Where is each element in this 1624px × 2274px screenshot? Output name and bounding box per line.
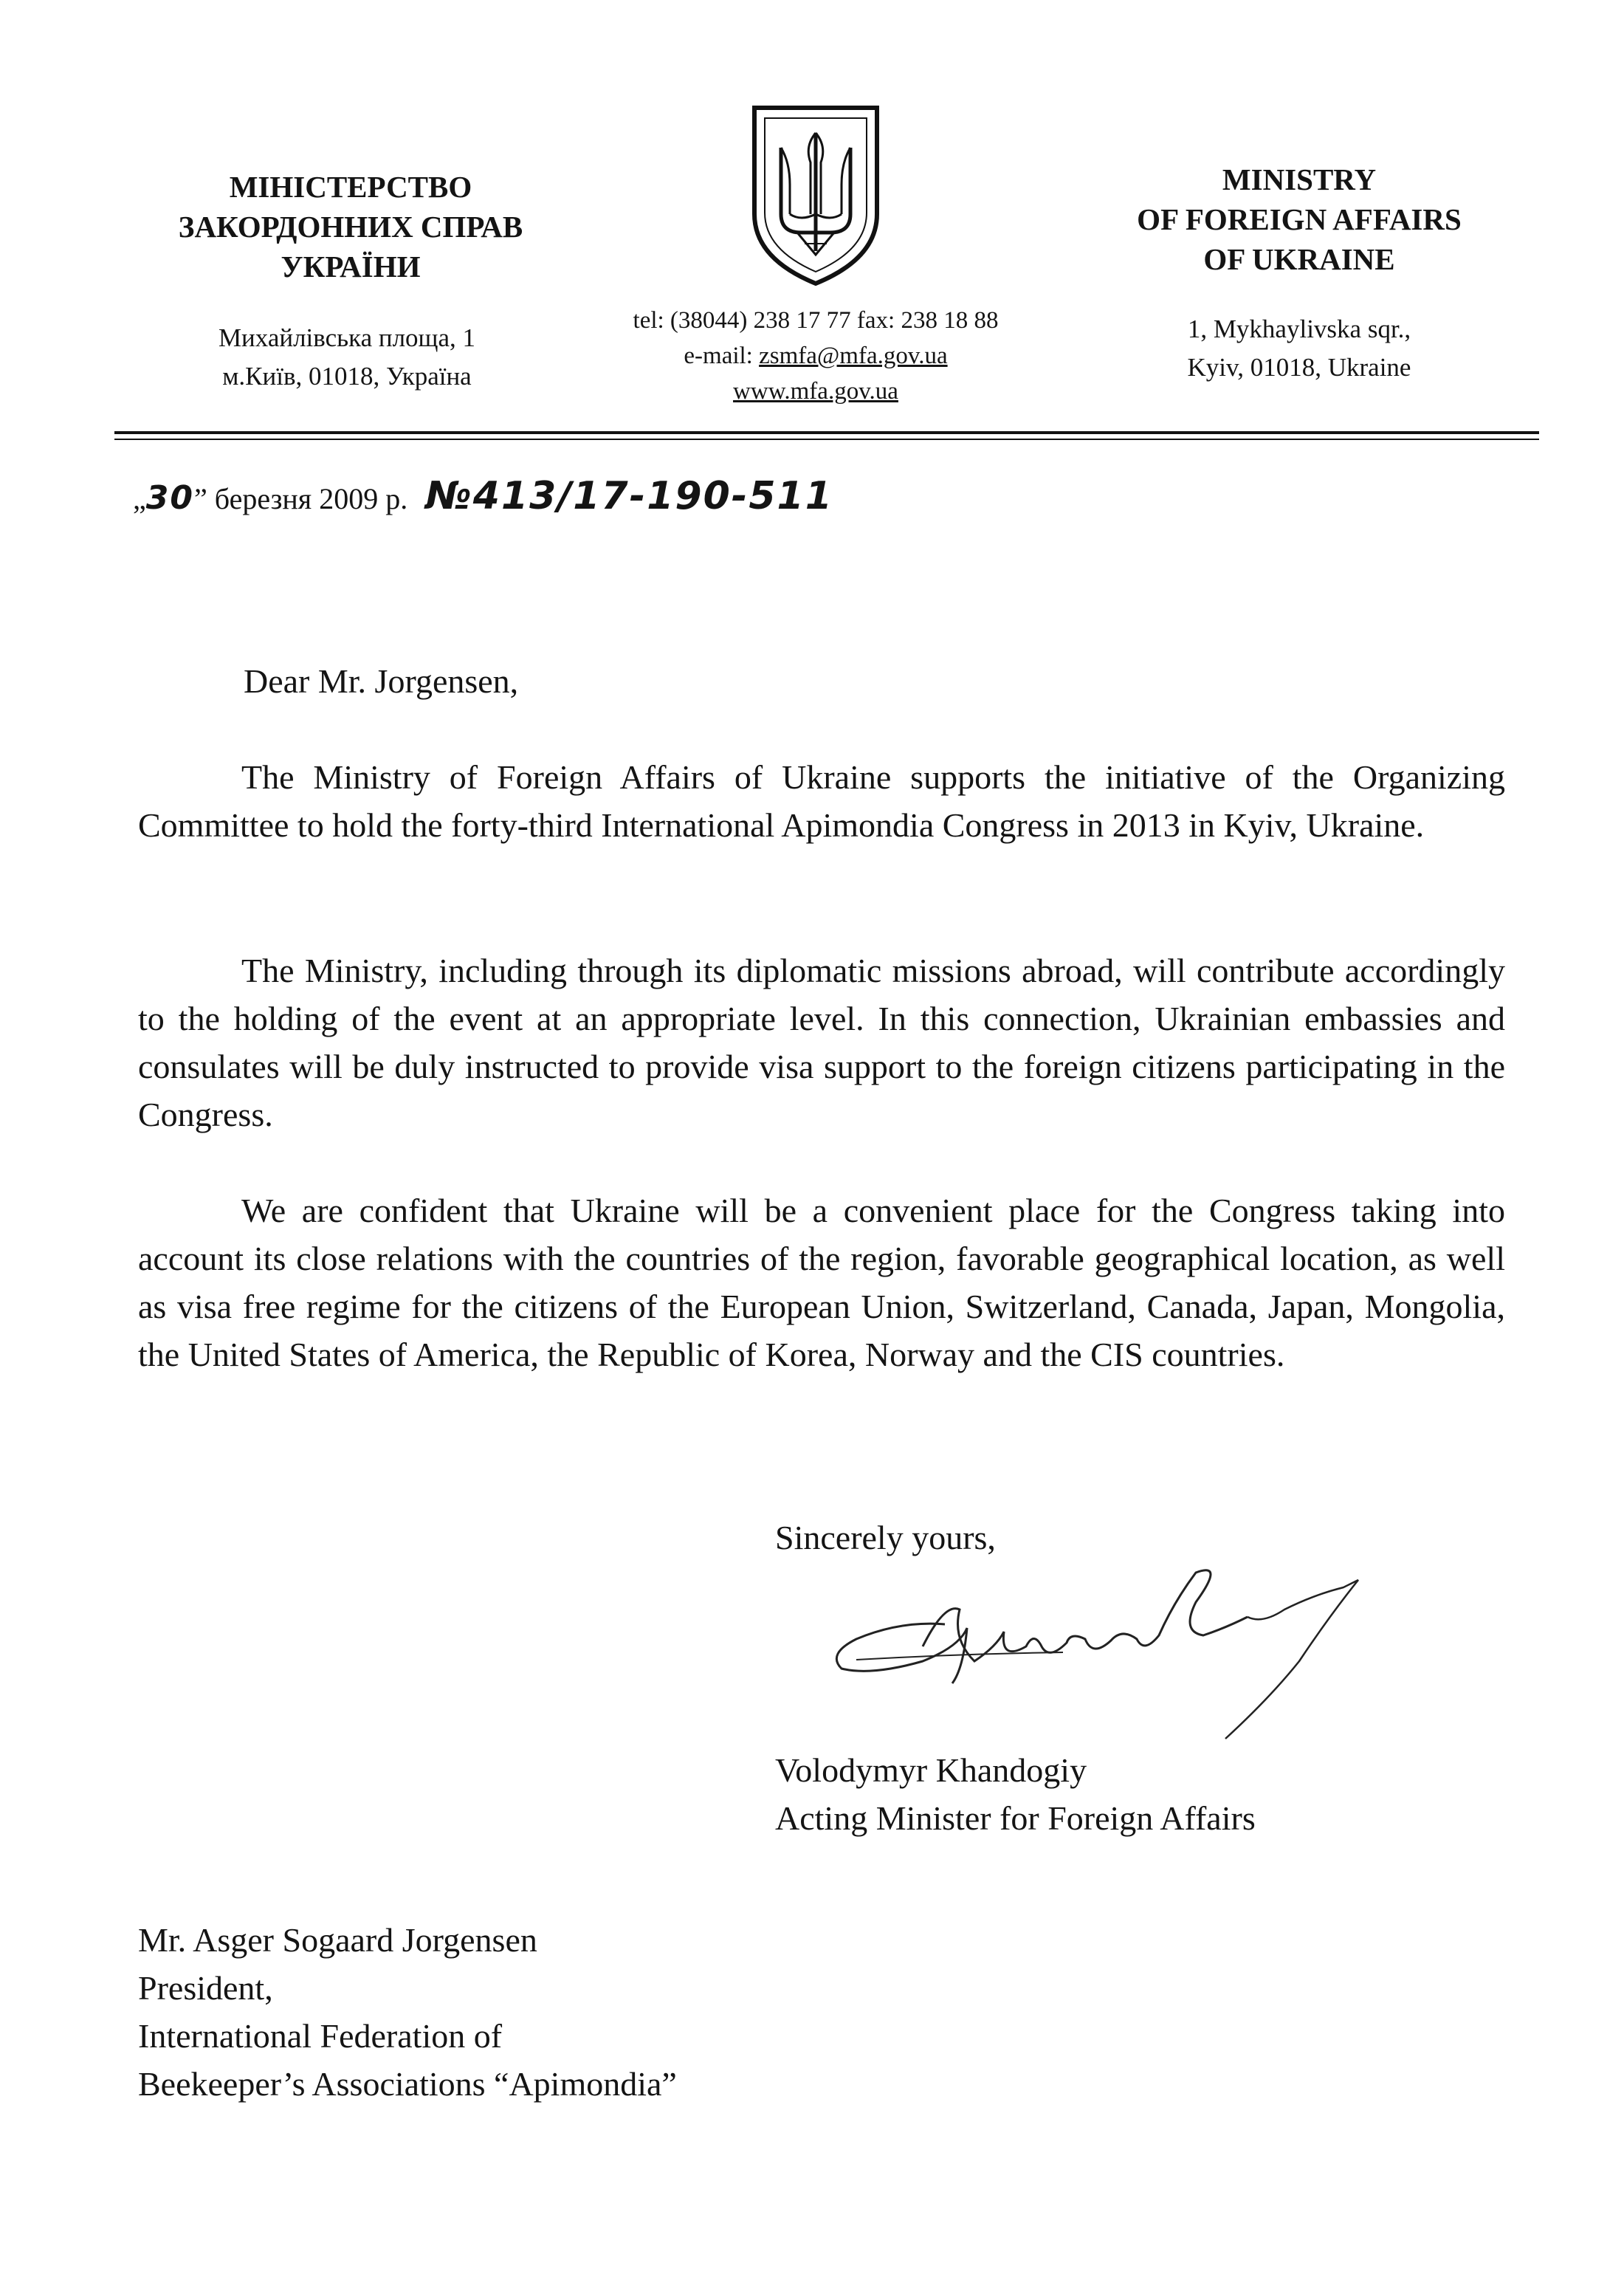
en-address-line-1: 1, Mykhaylivska sqr., <box>1187 315 1411 343</box>
date-day: 30 <box>145 479 194 517</box>
en-name-line-2: OF FOREIGN AFFAIRS <box>1137 202 1462 236</box>
salutation: Dear Mr. Jorgensen, <box>244 662 519 700</box>
recipient-line-4: Beekeeper’s Associations “Apimondia” <box>138 2065 677 2103</box>
reference-number: №413/17-190-511 <box>425 474 833 518</box>
paragraph-3: We are confident that Ukraine will be a convenient place for the Congress taking into account its close relations with the countries of the region, favorable geographical location, as well as visa free regime for the citizens of the European Union, Switzerland, Canada, Japan, Mongolia, the United States of America, the Republic of Korea, Norway and the CIS countries. <box>138 1192 1505 1373</box>
recipient-line-2: President, <box>138 1969 273 2007</box>
quote-open: „ <box>133 482 146 515</box>
en-name-line-1: MINISTRY <box>1222 162 1377 196</box>
date-reference-line <box>133 474 833 521</box>
en-ministry-name <box>1093 159 1506 279</box>
ua-name-line-3: УКРАЇНИ <box>281 250 421 284</box>
recipient-line-1: Mr. Asger Sogaard Jorgensen <box>138 1921 537 1959</box>
header-divider <box>114 431 1539 434</box>
en-name-line-3: OF UKRAINE <box>1203 242 1395 276</box>
paragraph-1: The Ministry of Foreign Affairs of Ukraine supports the initiative of the Organizing Committee to hold the forty-third International Apimondia Congress in 2013 in Kyiv, Ukraine. <box>138 758 1505 844</box>
tel-fax: tel: (38044) 238 17 77 fax: 238 18 88 <box>633 307 999 334</box>
email-label: e-mail: <box>684 343 760 369</box>
handwritten-signature <box>812 1558 1373 1750</box>
paragraph-2: The Ministry, including through its diplomatic missions abroad, will contribute accordingly to the holding of the event at an appropriate level. In this connection, Ukrainian embassies and consulates will be duly instructed to provide visa support to the foreign citizens participating in the Congress. <box>138 952 1505 1133</box>
trident-coat-of-arms-icon <box>746 103 886 288</box>
email-line <box>557 338 1074 374</box>
en-address-line-2: Kyiv, 01018, Ukraine <box>1187 353 1411 382</box>
contact-block <box>557 303 1074 409</box>
en-address <box>1093 310 1506 387</box>
closing: Sincerely yours, <box>775 1519 996 1556</box>
date-month-year: березня 2009 р. <box>207 482 408 515</box>
signer-title: Acting Minister for Foreign Affairs <box>775 1799 1256 1837</box>
ua-address-line-2: м.Київ, 01018, Україна <box>222 362 472 391</box>
ua-ministry-name <box>144 167 557 286</box>
website-link[interactable]: www.mfa.gov.ua <box>733 378 898 405</box>
recipient-line-3: International Federation of <box>138 2017 503 2055</box>
ua-name-line-2: ЗАКОРДОННИХ СПРАВ <box>178 210 523 244</box>
ua-address <box>140 319 554 396</box>
signer-name: Volodymyr Khandogiy <box>775 1751 1087 1789</box>
header-divider-thin <box>114 439 1539 440</box>
recipient-block <box>138 1916 677 2108</box>
ua-address-line-1: Михайлівська площа, 1 <box>218 323 476 352</box>
email-link[interactable]: zsmfa@mfa.gov.ua <box>759 343 948 369</box>
ua-name-line-1: МІНІСТЕРСТВО <box>229 170 472 204</box>
quote-close: ” <box>194 482 207 515</box>
